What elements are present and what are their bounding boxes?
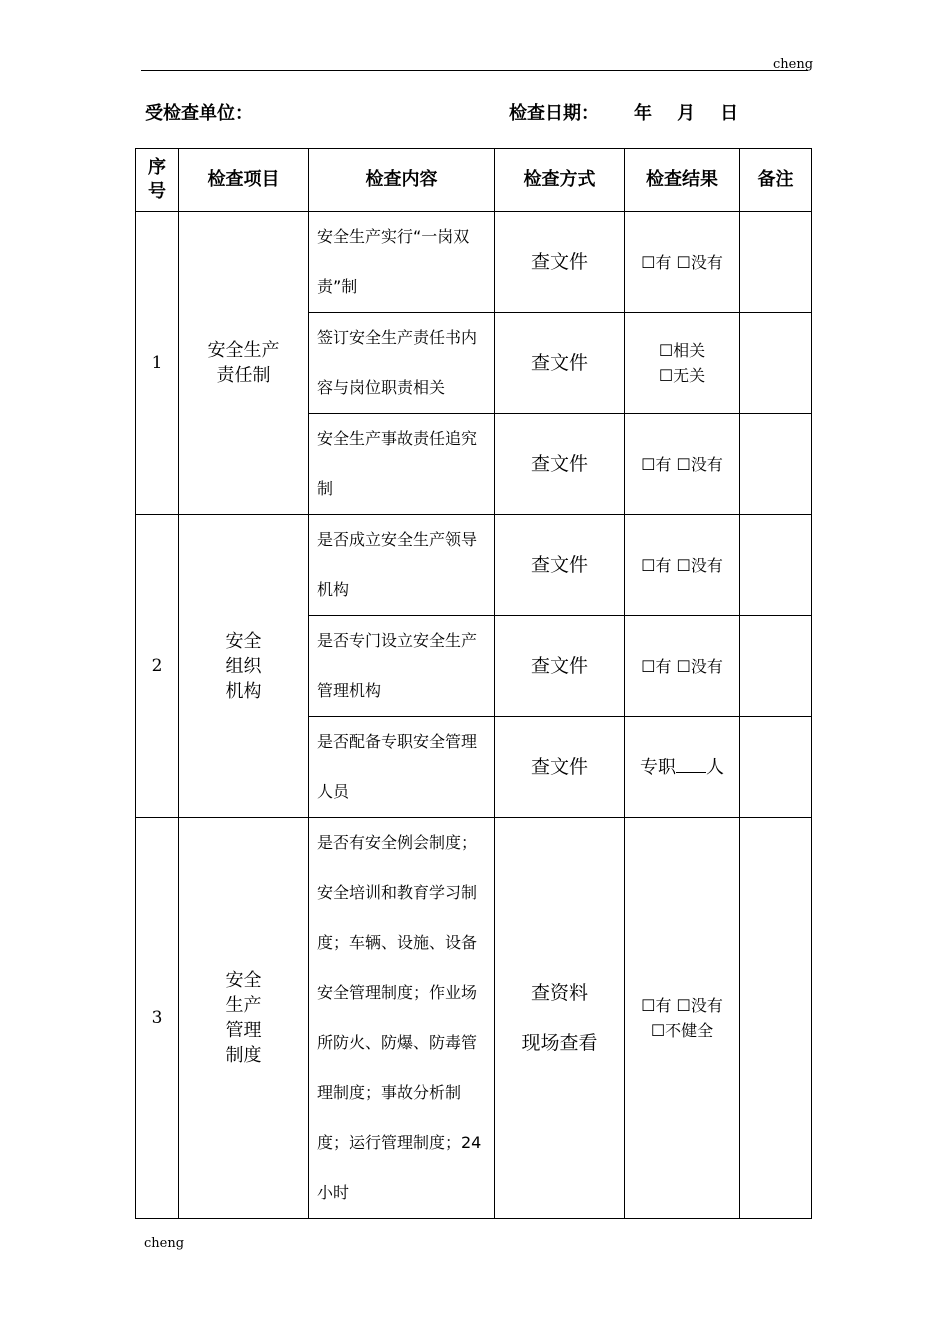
- remark-cell[interactable]: [740, 414, 812, 515]
- remark-cell[interactable]: [740, 212, 812, 313]
- check-content: 是否配备专职安全管理人员: [309, 717, 495, 818]
- check-content: 安全生产实行“一岗双责”制: [309, 212, 495, 313]
- header-seq: 序 号: [136, 149, 179, 212]
- check-method: 查资料 现场查看: [495, 818, 625, 1219]
- table-header-row: [136, 149, 812, 212]
- check-result[interactable]: 专职 人: [625, 717, 740, 818]
- section-seq: 3: [136, 818, 179, 1219]
- remark-cell[interactable]: [740, 616, 812, 717]
- page-footer-text: cheng: [144, 1236, 185, 1251]
- table-row: [136, 212, 812, 313]
- check-content: 签订安全生产责任书内容与岗位职责相关: [309, 313, 495, 414]
- check-content: 安全生产事故责任追究制: [309, 414, 495, 515]
- remark-cell[interactable]: [740, 717, 812, 818]
- header-content: 检查内容: [309, 149, 495, 212]
- inspection-table: [135, 148, 812, 1219]
- check-result[interactable]: ☐有 ☐没有: [625, 212, 740, 313]
- check-result[interactable]: ☐有 ☐没有 ☐不健全: [625, 818, 740, 1219]
- check-result[interactable]: ☐相关 ☐无关: [625, 313, 740, 414]
- section-item: 安全生产 责任制: [179, 212, 309, 515]
- check-result[interactable]: ☐有 ☐没有: [625, 414, 740, 515]
- header-item: 检查项目: [179, 149, 309, 212]
- section-seq: 2: [136, 515, 179, 818]
- check-method: 查文件: [495, 414, 625, 515]
- remark-cell[interactable]: [740, 313, 812, 414]
- check-content: 是否有安全例会制度；安全培训和教育学习制度；车辆、设施、设备安全管理制度；作业场所防火、防爆、防毒管理制度；事故分析制度；运行管理制度；24 小时: [309, 818, 495, 1219]
- remark-cell[interactable]: [740, 818, 812, 1219]
- check-method: 查文件: [495, 313, 625, 414]
- check-method: 查文件: [495, 515, 625, 616]
- check-method: 查文件: [495, 616, 625, 717]
- check-result[interactable]: ☐有 ☐没有: [625, 515, 740, 616]
- inspection-date-value: 年 月 日: [634, 103, 739, 124]
- section-item: 安全 组织 机构: [179, 515, 309, 818]
- check-method: 查文件: [495, 717, 625, 818]
- check-content: 是否成立安全生产领导机构: [309, 515, 495, 616]
- check-method: 查文件: [495, 212, 625, 313]
- check-content: 是否专门设立安全生产管理机构: [309, 616, 495, 717]
- header-method: 检查方式: [495, 149, 625, 212]
- header-result: 检查结果: [625, 149, 740, 212]
- page-header-text: cheng: [773, 57, 814, 72]
- header-rule: [141, 70, 808, 71]
- header-remark: 备注: [740, 149, 812, 212]
- check-result[interactable]: ☐有 ☐没有: [625, 616, 740, 717]
- section-seq: 1: [136, 212, 179, 515]
- inspected-unit-label: 受检查单位：: [145, 103, 253, 124]
- inspection-date-label: 检查日期：: [509, 103, 599, 124]
- section-item: 安全 生产 管理 制度: [179, 818, 309, 1219]
- remark-cell[interactable]: [740, 515, 812, 616]
- count-blank[interactable]: [676, 754, 706, 773]
- table-row: [136, 515, 812, 616]
- table-row: [136, 818, 812, 1219]
